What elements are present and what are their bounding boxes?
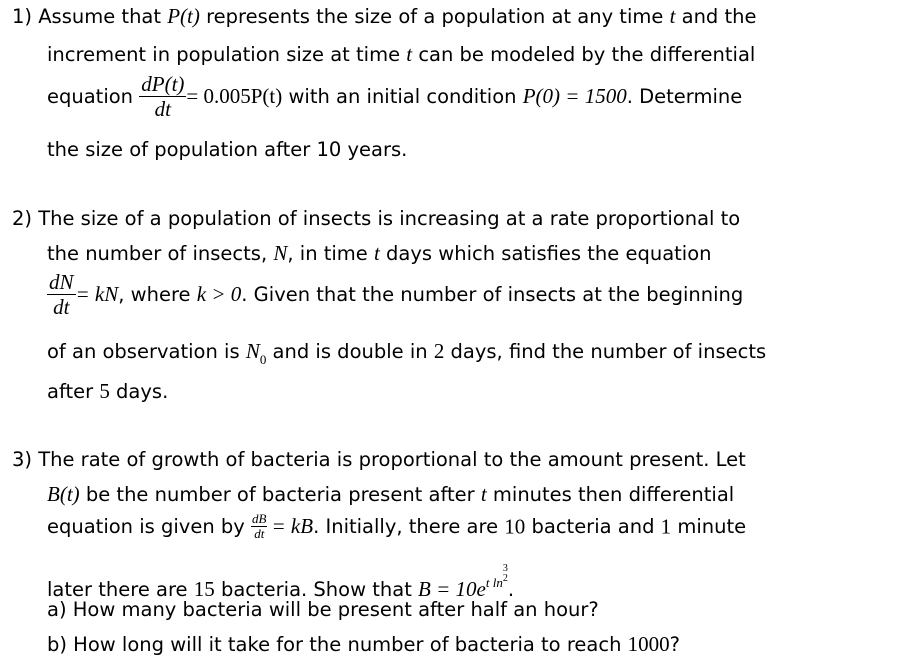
q3-text: later there are bbox=[47, 578, 194, 601]
math-subscript: 0 bbox=[259, 352, 267, 367]
q1-text: represents the size of a population at any time bbox=[199, 5, 670, 28]
fraction-denominator: dt bbox=[53, 295, 70, 320]
q2-text: days, find the number of insects bbox=[444, 340, 767, 363]
q1-text: equation bbox=[47, 84, 140, 108]
q2-line1: 2) The size of a population of insects is increasing at a rate proportional to bbox=[12, 207, 741, 230]
q3-text: equation is given by bbox=[47, 515, 252, 539]
q2-text: after bbox=[47, 380, 100, 403]
math-t: t bbox=[374, 241, 380, 265]
q2-text: the number of insects, bbox=[47, 242, 274, 265]
q1-text: increment in population size at time bbox=[47, 43, 407, 66]
q2-text: . Given that the number of insects at the beginning bbox=[241, 282, 744, 306]
math-exponent bbox=[485, 563, 508, 590]
q2-line4 bbox=[47, 341, 766, 366]
q1-text: can be modeled by the differential bbox=[412, 43, 756, 66]
q3-text: minutes then differential bbox=[486, 483, 735, 506]
q2-line2 bbox=[47, 243, 712, 264]
math-rhs: = 0.005P(t) bbox=[186, 84, 283, 109]
q1-line2 bbox=[47, 44, 755, 65]
fraction-denominator: dt bbox=[254, 526, 265, 542]
math-rhs: = kN bbox=[75, 282, 119, 307]
math-N0: N bbox=[245, 339, 260, 363]
q1-text: . Determine bbox=[626, 84, 743, 108]
math-initial-condition: P(0) = 1500 bbox=[522, 84, 627, 109]
q2-text: of an observation is bbox=[47, 340, 246, 363]
q2-text: days which satisfies the equation bbox=[379, 242, 712, 265]
q1-line1 bbox=[12, 6, 757, 27]
math-rhs: = kB bbox=[271, 514, 314, 539]
fraction-numerator: dP(t) bbox=[141, 72, 185, 96]
q3-text: b) How long will it take for the number of bacteria to reach bbox=[47, 633, 628, 656]
math-number: 1 bbox=[660, 514, 672, 539]
math-number: 1000 bbox=[627, 632, 670, 656]
fraction-dBdt bbox=[251, 512, 267, 542]
q1-text: and the bbox=[675, 5, 757, 28]
q3-part-a: a) How many bacteria will be present after half an hour? bbox=[47, 598, 599, 621]
q2-line3 bbox=[47, 270, 743, 319]
math-number: 10 bbox=[504, 514, 526, 539]
fraction-dPdt bbox=[139, 72, 186, 121]
fraction-numerator: dB bbox=[252, 511, 267, 526]
q2-text: , where bbox=[118, 282, 197, 306]
q3-line2 bbox=[47, 484, 734, 505]
math-number: 2 bbox=[433, 339, 445, 363]
q2-text: , in time bbox=[287, 242, 375, 265]
math-Bt: B(t) bbox=[47, 482, 80, 506]
math-formula: B = 10e bbox=[418, 577, 486, 601]
q3-line3 bbox=[47, 512, 746, 542]
exponent-fraction-denominator: 2 bbox=[502, 573, 508, 584]
exponent-fraction-numerator: 3 bbox=[502, 563, 508, 574]
q1-line4: the size of population after 10 years. bbox=[47, 138, 408, 161]
math-N: N bbox=[273, 241, 288, 265]
q3-text: ? bbox=[669, 633, 680, 656]
math-condition: k > 0 bbox=[196, 282, 242, 307]
q2-text: days. bbox=[109, 380, 169, 403]
q1-text: 1) Assume that bbox=[12, 5, 168, 28]
math-t: t bbox=[480, 482, 487, 506]
q3-part-b bbox=[47, 634, 680, 655]
q3-text: bacteria and bbox=[525, 515, 661, 539]
math-number: 5 bbox=[99, 379, 110, 403]
fraction-dNdt bbox=[47, 270, 76, 319]
q3-line1: 3) The rate of growth of bacteria is proportional to the amount present. Let bbox=[12, 448, 746, 471]
exponent-text: t ln bbox=[485, 575, 503, 590]
fraction-numerator: dN bbox=[49, 270, 74, 294]
q2-text: and is double in bbox=[266, 340, 434, 363]
q2-line5 bbox=[47, 381, 168, 402]
q3-text: bacteria. Show that bbox=[214, 578, 419, 601]
math-Pt: P(t) bbox=[167, 4, 200, 28]
q3-text: . Initially, there are bbox=[313, 515, 505, 539]
math-t: t bbox=[669, 4, 676, 28]
q1-line3 bbox=[47, 72, 742, 121]
q3-text: be the number of bacteria present after bbox=[79, 483, 481, 506]
math-t: t bbox=[406, 42, 413, 66]
q3-line4 bbox=[47, 564, 514, 600]
q1-text: with an initial condition bbox=[282, 84, 523, 108]
q3-text: . bbox=[507, 578, 515, 601]
math-number: 15 bbox=[193, 577, 215, 601]
fraction-denominator: dt bbox=[154, 97, 171, 122]
q3-text: minute bbox=[671, 515, 747, 539]
